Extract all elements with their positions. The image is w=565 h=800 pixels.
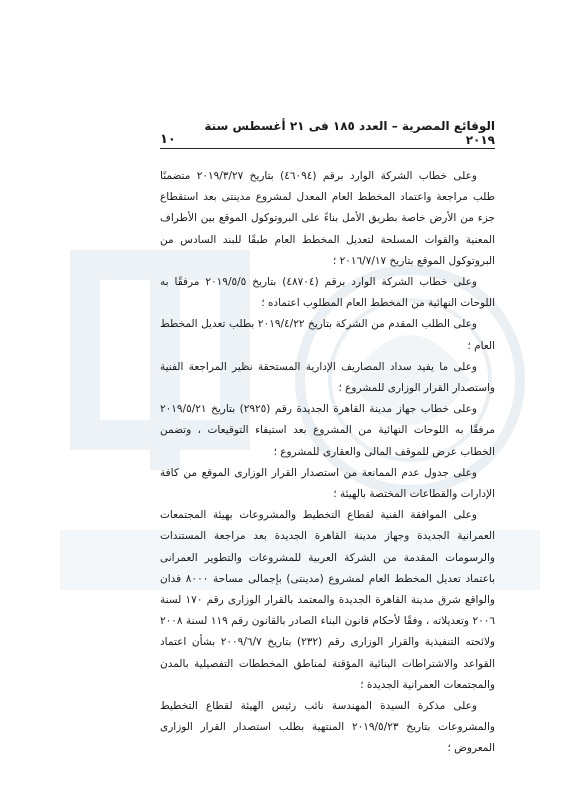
paragraph: وعلى ما يفيد سداد المصاريف الإدارية المستحقة نظير المراجعة الفنية واستصدار القرار الوزارى للمشروع ؛ [160,360,495,395]
paragraph: وعلى خطاب الشركة الوارد برقم (٤٨٧٠٤) بتاريخ ٢٠١٩/٥/٥ مرفقًا به اللوحات النهائية من المخطط العام المطلوب اعتماده ؛ [160,276,495,310]
page-header [160,119,495,147]
paragraph: وعلى الموافقة الفنية لقطاع التخطيط والمشروعات بهيئة المجتمعات العمرانية الجديدة وجهاز مدينة القاهرة الجديدة بعد مراجعة المستندات والرسومات المقدمة من الشركة العربية للمشروعات والتطوير العمرانى باعتماد تعديل المخطط العام لمشروع (مدينتى) بإجمالى مساحة ٨٠٠٠ فدان والواقع شرق مدينة القاهرة الجديدة والمعتمد بالقرار الوزارى رقم ١٧٠ لسنة ٢٠٠٦ وتعديلاته ، وفقًا لأحكام قانون البناء الصادر بالقانون رقم ١١٩ لسنة ٢٠٠٨ ولائحته التنفيذية والقرار الوزارى رقم (٢٣٢) بتاريخ ٢٠٠٩/٦/٧ بشأن اعتماد القواعد والاشتراطات البنائية المؤقتة لمناطق المخططات التفصيلية بالمدن والمجتمعات العمرانية الجديدة ؛ [160,509,496,691]
paragraph: وعلى خطاب جهاز مدينة القاهرة الجديدة رقم (٢٩٢٥) بتاريخ ٢٠١٩/٥/٢١ مرفقًا به اللوحات النهائية من المشروع بعد استيفاء التوقيعات ، وتضمن الخطاب عرض للموقف المالى والعقارى للمشروع ؛ [160,403,495,458]
paragraph: وعلى مذكرة السيدة المهندسة نائب رئيس الهيئة لقطاع التخطيط والمشروعات بتاريخ ٢٠١٩/٥/٢٣ المنتهية بطلب استصدار القرار الوزارى المعروض ؛ [160,700,495,755]
header-rule [160,148,495,149]
paragraph: وعلى جدول عدم الممانعة من استصدار القرار الوزارى الموقع من كافة الإدارات والقطاعات المختصة بالهيئة ؛ [160,466,495,501]
running-head: الوقائع المصرية – العدد ١٨٥ فى ٢١ أغسطس سنة ٢٠١٩ [204,119,495,147]
page-number: ١٠ [160,132,176,147]
paragraph: وعلى خطاب الشركة الوارد برقم (٤٦٠٩٤) بتاريخ ٢٠١٩/٣/٢٧ متضمنًا طلب مراجعة واعتماد المخطط العام المعدل لمشروع مدينتى بعد استقطاع جزء من الأرض خاصة بطريق الأمل بناءً على البروتوكول الموقع بين الأطراف المعنية والقوات المسلحة لتعديل المخطط العام طبقًا للبند السادس من البروتوكول الموقع بتاريخ ٢٠١٦/٧/١٧ ؛ [160,170,495,267]
document-body [160,166,495,760]
paragraph: وعلى الطلب المقدم من الشركة بتاريخ ٢٠١٩/٤/٢٢ بطلب تعديل المخطط العام ؛ [160,318,495,352]
